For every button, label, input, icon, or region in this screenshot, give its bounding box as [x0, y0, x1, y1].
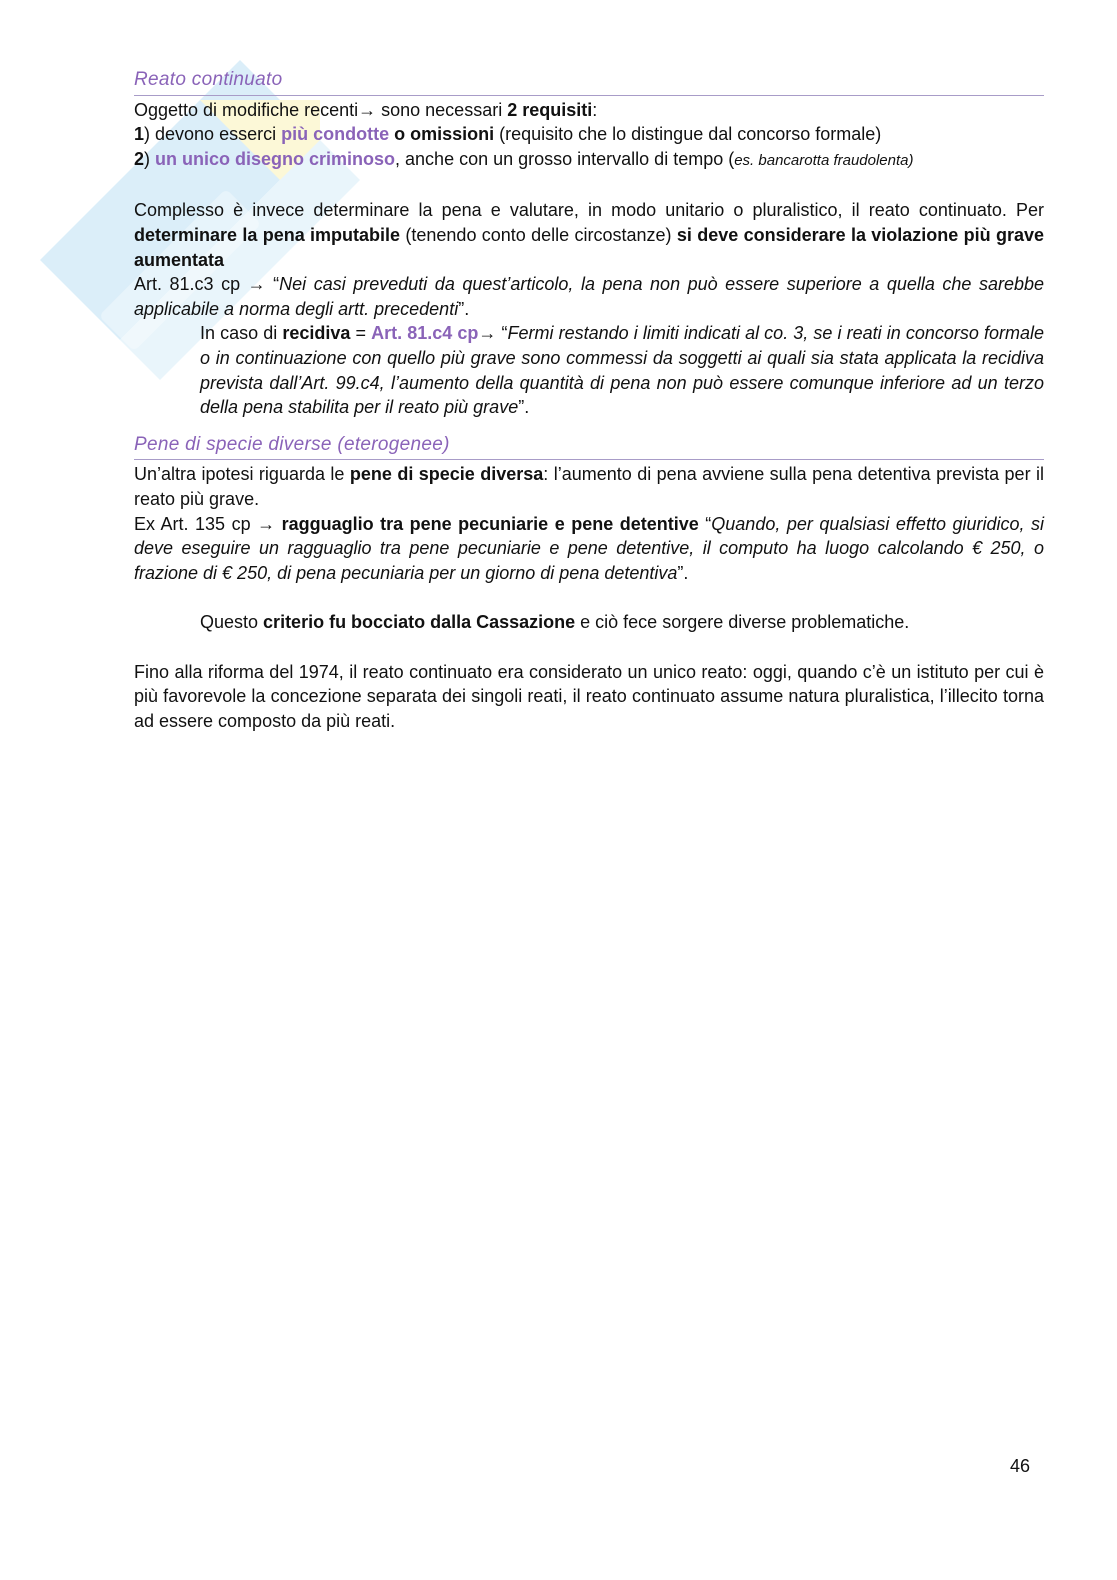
bold-text: 2 requisiti	[507, 99, 593, 120]
highlight-text: più condotte	[281, 124, 390, 145]
quote-text: Quando, per qualsiasi effetto giuridico, si deve eseguire un ragguaglio tra pene pecuniarie e pene detentive, il computo ha luogo calcolando € 250, o frazione di € 250, di pena pecuniaria per un giorno di pena detentiva	[134, 513, 1045, 583]
quote-text: Nei casi preveduti da quest’articolo, la pena non può essere superiore a quella che sarebbe applicabile a norma degli artt. precedenti	[134, 274, 1044, 319]
bold-text: criterio fu bocciato dalla Cassazione	[263, 612, 576, 633]
paragraph-pena-imputabile	[134, 198, 1044, 272]
text: )	[144, 148, 156, 169]
bold-text: o omissioni	[389, 124, 495, 145]
bold-text: recidiva	[282, 323, 351, 344]
bold-text: ragguaglio tra pene pecuniarie e pene detentive	[281, 513, 699, 534]
text: → “	[478, 323, 508, 344]
paragraph-art-135	[134, 512, 1044, 586]
paragraph-art-81-c3	[134, 272, 1044, 321]
requisite-1	[134, 122, 1044, 147]
requisite-2	[134, 147, 1044, 174]
number: 2	[134, 148, 145, 169]
quote-text: Fermi restando i limiti indicati al co. 3, se i reati in concorso formale o in continuazione con quello più grave sono commessi da soggetti ai quali sia stata applicata la recidiva prevista dall’Art. 99.c4, l’aumento della quantità di pena non può essere comunque inferiore ad un terzo della pena stabilita per il reato più grave	[200, 323, 1045, 418]
text: Ex Art. 135 cp →	[134, 513, 282, 534]
bold-text: determinare la pena imputabile	[134, 224, 401, 245]
text: Questo	[200, 612, 264, 633]
paragraph-riforma-1974: Fino alla riforma del 1974, il reato continuato era considerato un unico reato: oggi, quando c’è un istituto per cui è più favorevole la concezione separata dei singoli reati, il reato continuato assume natura pluralistica, l’illecito torna ad essere composto da più reati.	[134, 661, 1044, 732]
bold-text: pene di specie diversa	[349, 464, 544, 485]
text: ”.	[677, 562, 689, 583]
text: “	[698, 513, 712, 534]
text: ) devono esserci	[144, 124, 282, 145]
text: =	[350, 323, 372, 344]
text: ”.	[458, 298, 470, 319]
bold-text: si deve considerare la violazione più grave aumentata	[134, 224, 1044, 270]
text: e ciò fece sorgere diverse problematiche.	[575, 612, 910, 633]
paragraph-cassazione	[200, 610, 1044, 635]
text: : l’aumento di pena avviene sulla pena detentiva prevista per il reato più grave.	[134, 464, 1044, 509]
text: Un’altra ipotesi riguarda le	[134, 464, 350, 485]
text: Complesso è invece determinare la pena e valutare, in modo unitario o pluralistico, il reato continuato. Per	[134, 200, 1044, 221]
text: ”.	[518, 397, 530, 418]
text: Oggetto di modifiche recenti→ sono necessari	[134, 99, 508, 120]
page-number: 46	[1010, 1456, 1031, 1476]
section-heading-reato-continuato: Reato continuato	[134, 68, 1044, 96]
text: :	[592, 99, 598, 120]
text: In caso di	[200, 323, 283, 344]
paragraph-recidiva	[200, 321, 1044, 419]
page-content	[134, 68, 1044, 734]
section-heading-pene-specie-diverse: Pene di specie diverse (eterogenee)	[134, 433, 1044, 461]
text: Art. 81.c3 cp → “	[134, 274, 280, 295]
example-text: es. bancarotta fraudolenta)	[734, 151, 914, 169]
text: (tenendo conto delle circostanze)	[400, 224, 677, 245]
paragraph-pene-specie-diversa	[134, 462, 1044, 511]
highlight-text: Art. 81.c4 cp	[371, 323, 479, 344]
text: , anche con un grosso intervallo di tempo (	[395, 148, 735, 169]
number: 1	[134, 124, 145, 145]
paragraph-requisiti	[134, 98, 1044, 123]
highlight-text: un unico disegno criminoso	[155, 148, 396, 169]
text: (requisito che lo distingue dal concorso formale)	[494, 124, 882, 145]
